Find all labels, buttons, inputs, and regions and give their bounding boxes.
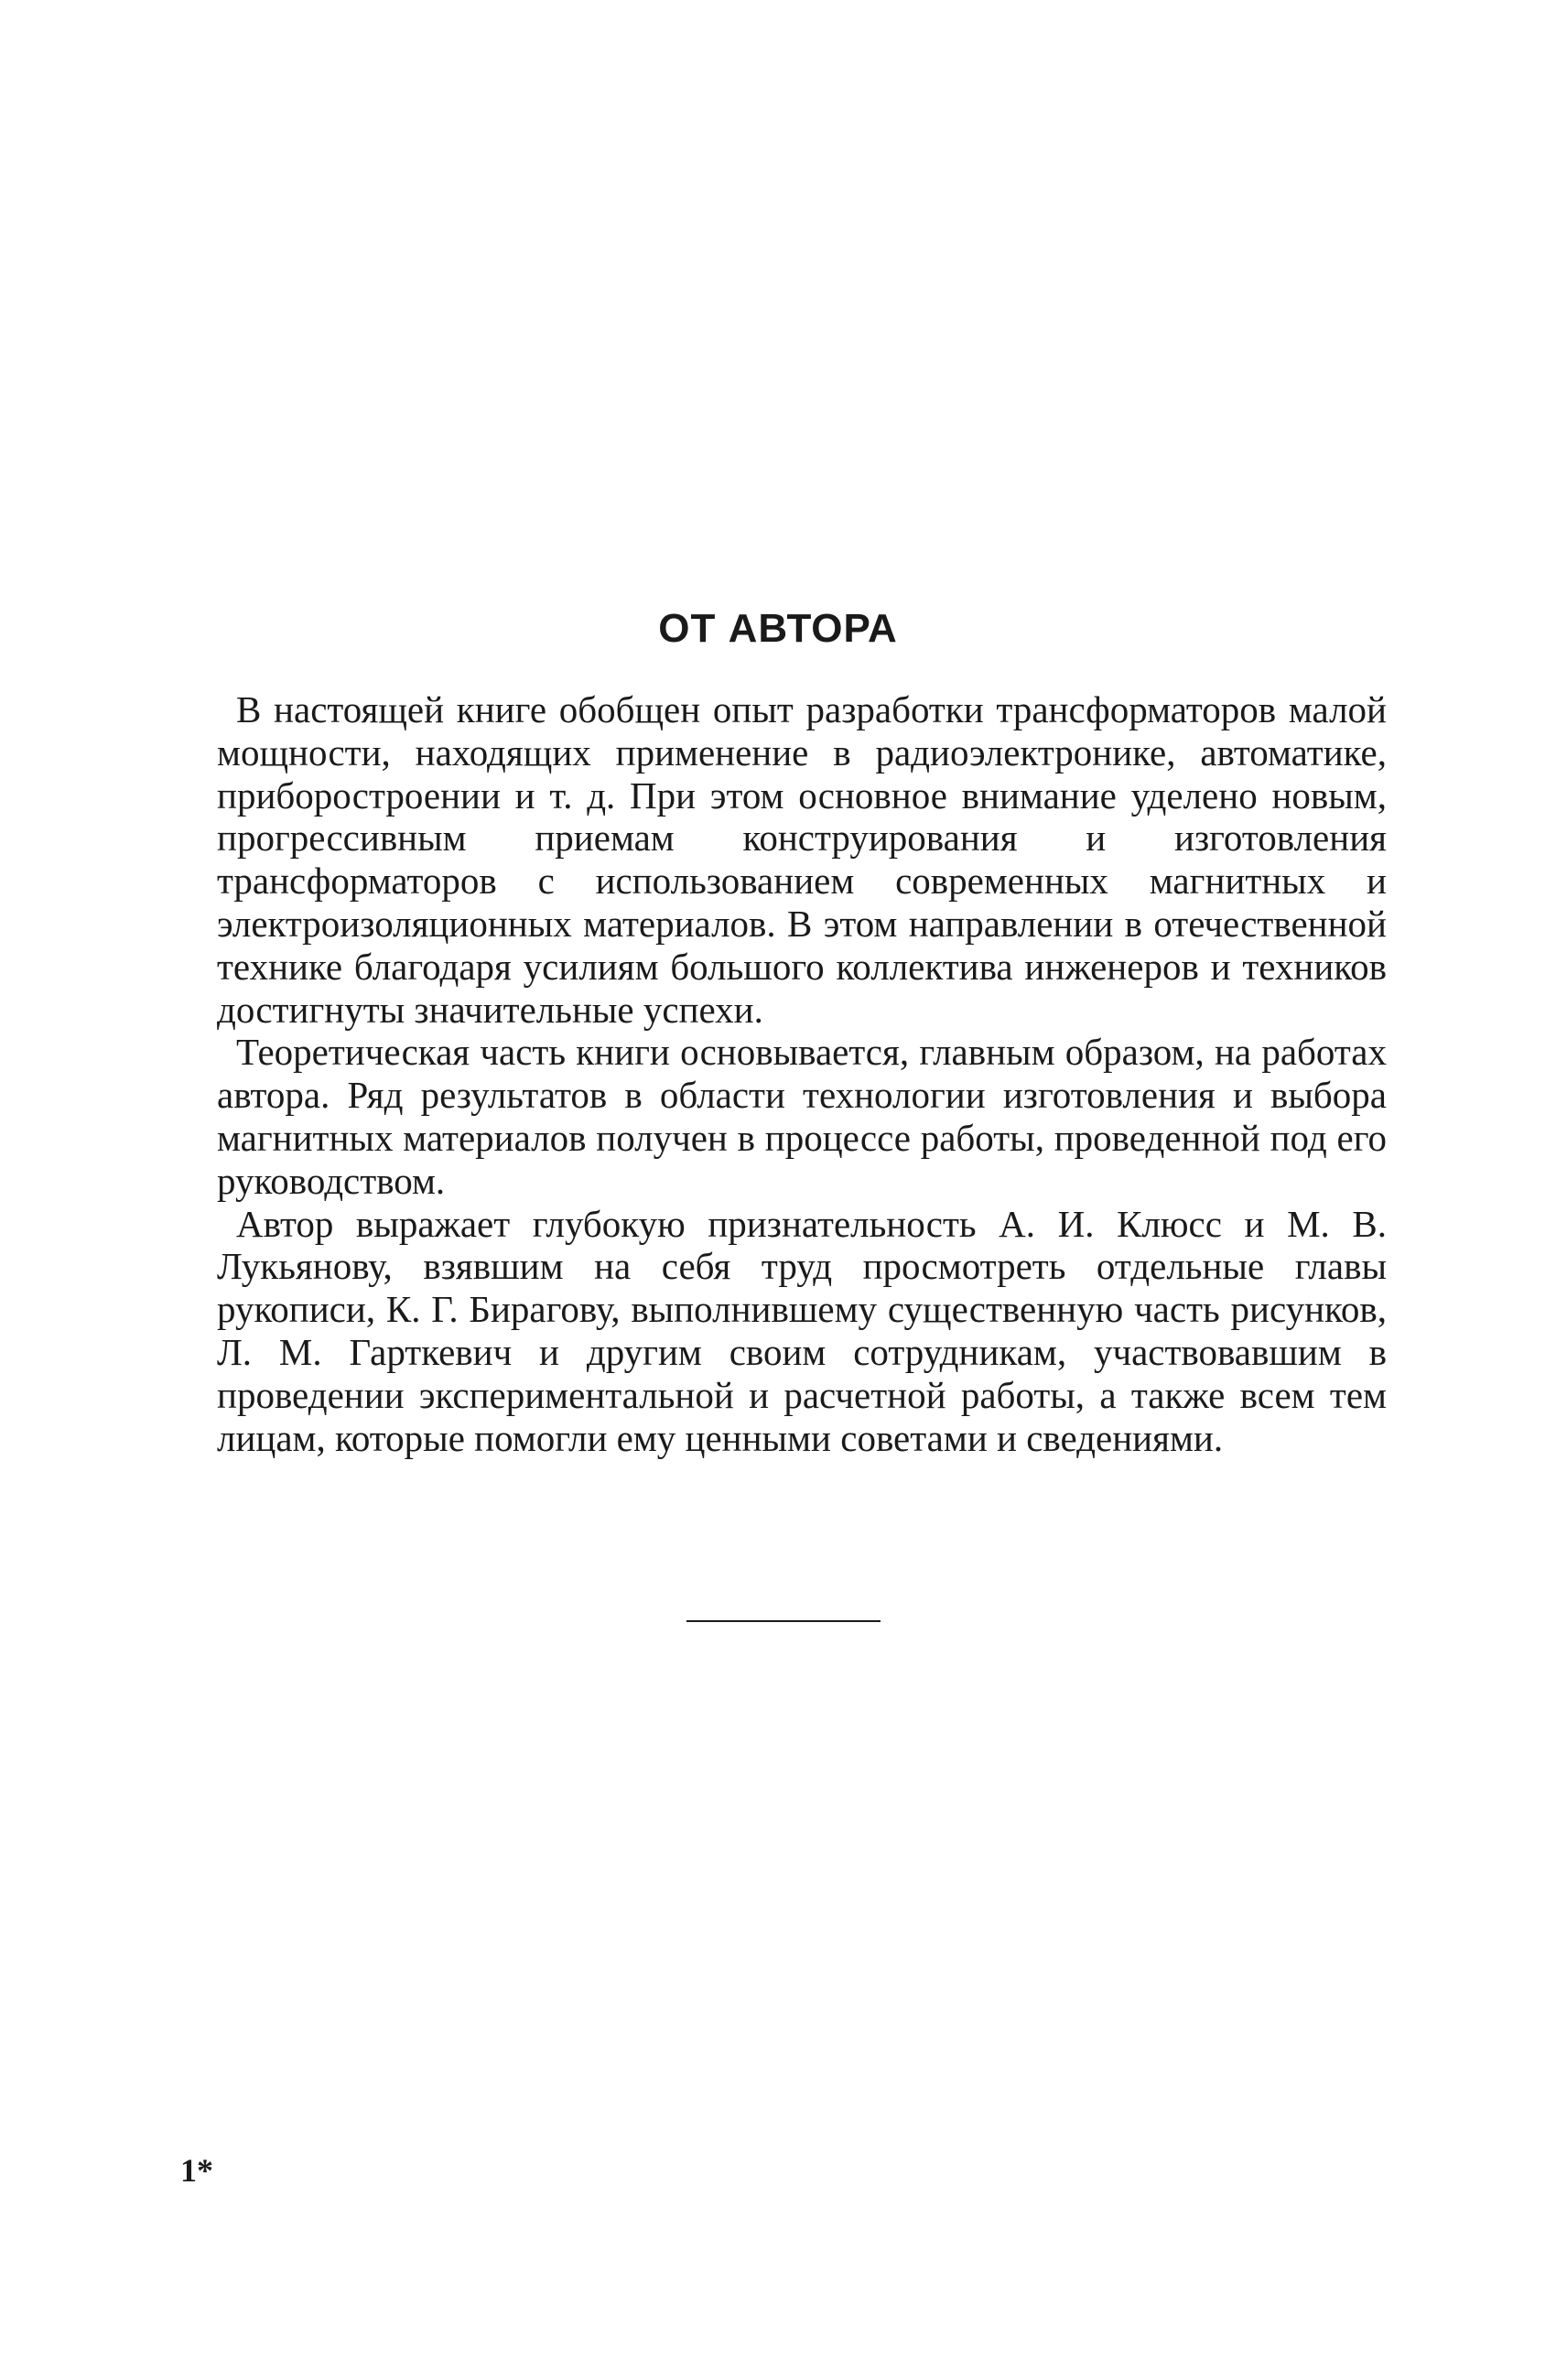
page-heading: ОТ АВТОРА: [658, 606, 898, 651]
paragraph-2: Теоретическая часть книги основывается, главным образом, на работах автора. Ряд результатов в области технологии изготовления и выбора магнитных материалов получен в процессе работы, проведенной под его руководством.: [217, 1031, 1387, 1202]
page-marker: 1*: [180, 2152, 213, 2189]
paragraph-3: Автор выражает глубокую признательность А. И. Клюсс и М. В. Лукьянову, взявшим на себя труд просмотреть отдельные главы рукописи, К. Г. Бирагову, выполнившему существенную часть рисунков, Л. М. Гарткевич и другим своим сотрудникам, участвовавшим в проведении экспериментальной и расчетной работы, а также всем тем лицам, которые помогли ему ценными советами и сведениями.: [217, 1202, 1387, 1459]
paragraph-1: В настоящей книге обобщен опыт разработки трансформаторов малой мощности, находящих применение в радиоэлектронике, автоматике, приборостроении и т. д. При этом основное внимание уделено новым, прогрессивным приемам конструирования и изготовления трансформаторов с использованием современных магнитных и электроизоляционных материалов. В этом направлении в отечественной технике благодаря усилиям большого коллектива инженеров и техников достигнуты значительные успехи.: [217, 688, 1387, 1031]
section-divider: [686, 1620, 881, 1622]
preface-text: [217, 688, 1387, 1459]
